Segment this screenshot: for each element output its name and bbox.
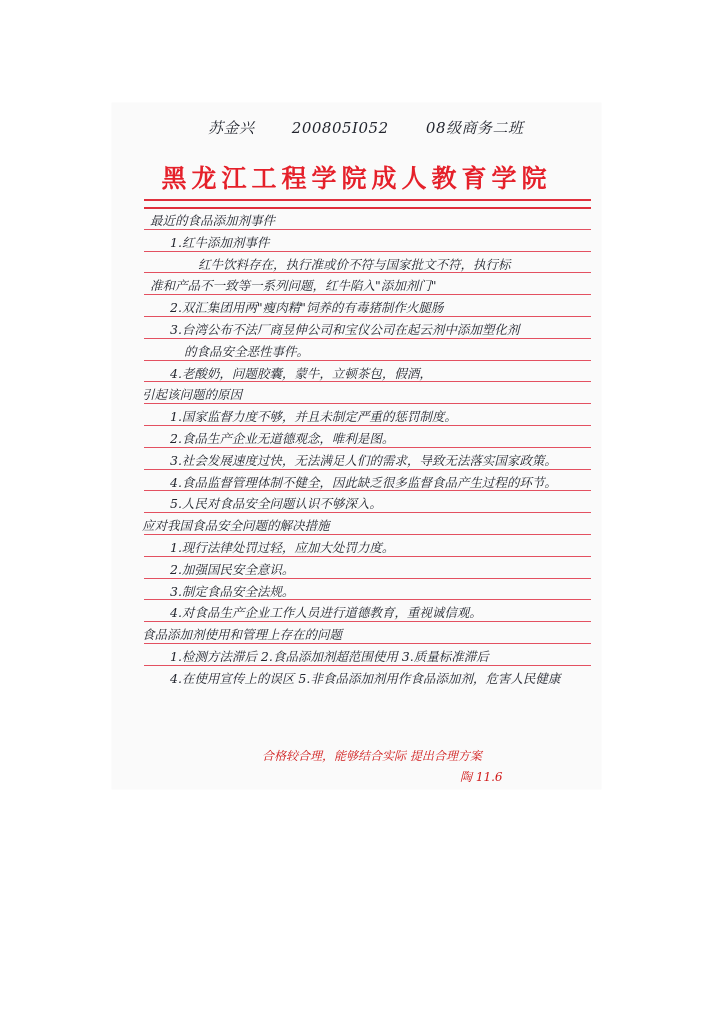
handwritten-line: 4.在使用宣传上的误区 5.非食品添加剂用作食品添加剂，危害人民健康 xyxy=(170,670,561,686)
handwritten-line: 1.现行法律处罚过轻，应加大处罚力度。 xyxy=(170,540,395,555)
handwritten-line: 1.国家监督力度不够，并且未制定严重的惩罚制度。 xyxy=(170,409,457,425)
handwritten-line: 应对我国食品安全问题的解决措施 xyxy=(142,518,330,534)
handwritten-line: 4.食品监督管理体制不健全，因此缺乏很多监督食品产生过程的环节。 xyxy=(170,474,557,490)
letterhead-title: 黑龙江工程学院成人教育学院 xyxy=(161,164,552,193)
handwritten-line: 最近的食品添加剂事件 xyxy=(150,213,276,228)
handwritten-line: 3.制定食品安全法规。 xyxy=(170,583,295,599)
handwritten-line: 食品添加剂使用和管理上存在的问题 xyxy=(142,627,343,643)
paper-sheet xyxy=(112,103,601,789)
handwritten-line: 引起该问题的原因 xyxy=(142,387,243,403)
student-info-line xyxy=(208,117,556,138)
handwritten-line: 1.检测方法滞后 2.食品添加剂超范围使用 3.质量标准滞后 xyxy=(170,649,489,664)
handwritten-line: 2.双汇集团用两"瘦肉精"饲养的有毒猪制作火腿肠 xyxy=(170,300,444,316)
handwritten-line: 2.加强国民安全意识。 xyxy=(170,561,295,577)
student-name: 苏金兴 xyxy=(208,119,255,137)
handwritten-line: 4.对食品生产企业工作人员进行道德教育，重视诚信观。 xyxy=(170,605,482,621)
handwritten-line: 3.台湾公布不法厂商昱伸公司和宝仪公司在起云剂中添加塑化剂 xyxy=(170,322,520,337)
class-name: 08级商务二班 xyxy=(425,119,524,137)
student-id: 200805I052 xyxy=(291,119,389,137)
handwritten-line: 准和产品不一致等一系列问题，红牛陷入"添加剂门" xyxy=(150,278,437,294)
handwritten-line: 1.红牛添加剂事件 xyxy=(170,234,270,250)
ruled-line xyxy=(144,207,591,209)
teacher-signature-date: 陶 11.6 xyxy=(460,770,503,784)
handwritten-line: 2.食品生产企业无道德观念，唯利是图。 xyxy=(170,431,395,446)
letterhead-rule xyxy=(144,199,591,201)
handwritten-line: 的食品安全恶性事件。 xyxy=(184,343,310,359)
handwritten-line: 5.人民对食品安全问题认识不够深入。 xyxy=(170,496,382,512)
handwritten-line: 3.社会发展速度过快，无法满足人们的需求，导致无法落实国家政策。 xyxy=(170,452,557,468)
handwritten-line: 红牛饮料存在，执行准或价不符与国家批文不符，执行标 xyxy=(198,256,511,272)
handwritten-line: 4.老酸奶，问题胶囊，蒙牛，立顿茶包，假酒， xyxy=(170,365,432,381)
teacher-comment: 合格较合理，能够结合实际 提出合理方案 xyxy=(262,749,482,763)
